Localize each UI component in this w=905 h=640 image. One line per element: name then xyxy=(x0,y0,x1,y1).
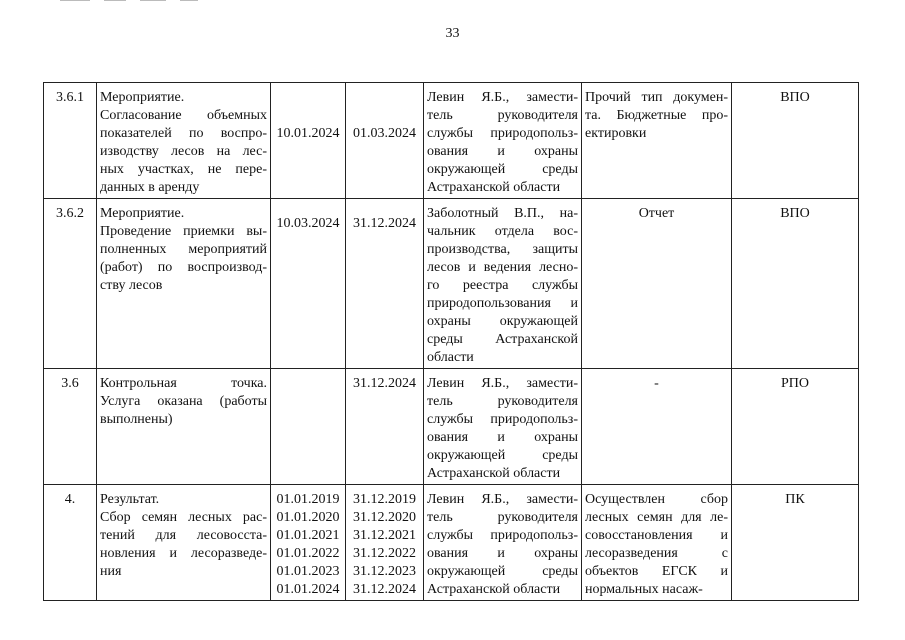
responsible-line: Заболотный В.П., на- xyxy=(427,206,578,221)
responsible-line: ования и охраны xyxy=(427,546,578,561)
plan-table xyxy=(43,82,859,601)
responsible-line: службы природопольз- xyxy=(427,412,578,427)
start-date-cell xyxy=(271,369,346,485)
row-number: 3.6.1 xyxy=(44,83,97,199)
responsible-line: чальник отдела вос- xyxy=(427,224,578,239)
responsible-line: среды Астраханской xyxy=(427,332,578,347)
top-scan-marks xyxy=(60,0,270,4)
document-line: Прочий тип докумен- xyxy=(585,90,728,105)
activity-name-line: Услуга оказана (работы xyxy=(100,394,267,409)
start-date: 10.03.2024 xyxy=(276,216,340,231)
end-date-cell xyxy=(346,83,424,199)
end-date: 31.12.2022 xyxy=(353,546,416,561)
activity-name-line: Результат. xyxy=(100,492,160,507)
end-date: 01.03.2024 xyxy=(353,126,416,141)
responsible-line: тель руководителя xyxy=(427,394,578,409)
responsible-person xyxy=(424,369,582,485)
activity-name-line: изводству лесов на лес- xyxy=(100,144,267,159)
responsible-line: службы природопольз- xyxy=(427,528,578,543)
document-line: нормальных насаж- xyxy=(585,582,703,597)
table-row xyxy=(44,485,859,601)
end-date: 31.12.2023 xyxy=(353,564,416,579)
activity-name-line: Контрольная точка. xyxy=(100,376,267,391)
start-date: 01.01.2023 xyxy=(276,564,340,579)
activity-name-line: ству лесов xyxy=(100,278,163,293)
responsible-line: ования и охраны xyxy=(427,430,578,445)
activity-name xyxy=(97,485,271,601)
responsible-line: го реестра службы xyxy=(427,278,578,293)
row-number: 4. xyxy=(44,485,97,601)
responsible-line: тель руководителя xyxy=(427,108,578,123)
document-line: Осуществлен сбор xyxy=(585,492,728,507)
responsible-line: Астраханской области xyxy=(427,582,561,597)
activity-name-line: ных участках, не пере- xyxy=(100,162,267,177)
activity-name-line: Проведение приемки вы- xyxy=(100,224,267,239)
activity-name xyxy=(97,83,271,199)
responsible-line: тель руководителя xyxy=(427,510,578,525)
document-line: Отчет xyxy=(638,206,675,221)
end-date: 31.12.2024 xyxy=(353,216,416,231)
activity-name-line: Согласование объемных xyxy=(100,108,267,123)
activity-name-line: выполнены) xyxy=(100,412,173,427)
activity-name-line: показателей по воспро- xyxy=(100,126,267,141)
start-date: 01.01.2021 xyxy=(276,528,340,543)
activity-name-line: ния xyxy=(100,564,122,579)
activity-name-line: Мероприятие. xyxy=(100,90,185,105)
document-line: ектировки xyxy=(585,126,647,141)
document-line: лесных семян для ле- xyxy=(585,510,728,525)
start-date-cell xyxy=(271,485,346,601)
responsible-line: окружающей среды xyxy=(427,564,578,579)
document-line: та. Бюджетные про- xyxy=(585,108,728,123)
table-row xyxy=(44,369,859,485)
control-type: ВПО xyxy=(732,83,859,199)
activity-name-line: Мероприятие. xyxy=(100,206,185,221)
start-date: 01.01.2019 xyxy=(276,492,340,507)
start-date-cell xyxy=(271,83,346,199)
document-line: лесоразведения с xyxy=(585,546,728,561)
activity-name-line: данных в аренду xyxy=(100,180,200,195)
plan-table-body xyxy=(44,83,859,601)
responsible-line: лесов и ведения лесно- xyxy=(427,260,578,275)
responsible-person xyxy=(424,485,582,601)
responsible-line: окружающей среды xyxy=(427,162,578,177)
control-type: ВПО xyxy=(732,199,859,369)
responsible-line: производства, защиты xyxy=(427,242,578,257)
end-date: 31.12.2024 xyxy=(353,582,416,597)
start-date: 01.01.2022 xyxy=(276,546,340,561)
responsible-line: Астраханской области xyxy=(427,180,561,195)
responsible-line: Левин Я.Б., замести- xyxy=(427,90,578,105)
end-date: 31.12.2021 xyxy=(353,528,416,543)
responsible-line: Левин Я.Б., замести- xyxy=(427,492,578,507)
responsible-line: окружающей среды xyxy=(427,448,578,463)
activity-name-line: Сбор семян лесных рас- xyxy=(100,510,267,525)
responsible-person xyxy=(424,83,582,199)
document-type xyxy=(582,83,732,199)
document-type xyxy=(582,199,732,369)
responsible-line: службы природопольз- xyxy=(427,126,578,141)
responsible-line: Астраханской области xyxy=(427,466,561,481)
responsible-line: области xyxy=(427,350,474,365)
row-number: 3.6.2 xyxy=(44,199,97,369)
responsible-line: природопользования и xyxy=(427,296,578,311)
start-date: 01.01.2024 xyxy=(276,582,340,597)
end-date: 31.12.2020 xyxy=(353,510,416,525)
end-date-cell xyxy=(346,199,424,369)
document-type xyxy=(582,369,732,485)
control-type: ПК xyxy=(732,485,859,601)
end-date-cell xyxy=(346,369,424,485)
responsible-person xyxy=(424,199,582,369)
activity-name-line: (работ) по воспроизвод- xyxy=(100,260,267,275)
activity-name xyxy=(97,199,271,369)
document-line: объектов ЕГСК и xyxy=(585,564,728,579)
document-line: совосстановления и xyxy=(585,528,728,543)
activity-name xyxy=(97,369,271,485)
responsible-line: Левин Я.Б., замести- xyxy=(427,376,578,391)
table-row xyxy=(44,199,859,369)
activity-name-line: новления и лесоразведе- xyxy=(100,546,267,561)
start-date: 10.01.2024 xyxy=(276,126,340,141)
end-date: 31.12.2024 xyxy=(353,376,416,391)
page-number: 33 xyxy=(445,26,460,41)
document-line: - xyxy=(654,376,659,391)
activity-name-line: полненных мероприятий xyxy=(100,242,267,257)
control-type: РПО xyxy=(732,369,859,485)
responsible-line: ования и охраны xyxy=(427,144,578,159)
start-date-cell xyxy=(271,199,346,369)
responsible-line: охраны окружающей xyxy=(427,314,578,329)
activity-name-line: тений для лесовосста- xyxy=(100,528,267,543)
row-number: 3.6 xyxy=(44,369,97,485)
start-date: 01.01.2020 xyxy=(276,510,340,525)
table-row xyxy=(44,83,859,199)
end-date-cell xyxy=(346,485,424,601)
end-date: 31.12.2019 xyxy=(353,492,416,507)
document-type xyxy=(582,485,732,601)
